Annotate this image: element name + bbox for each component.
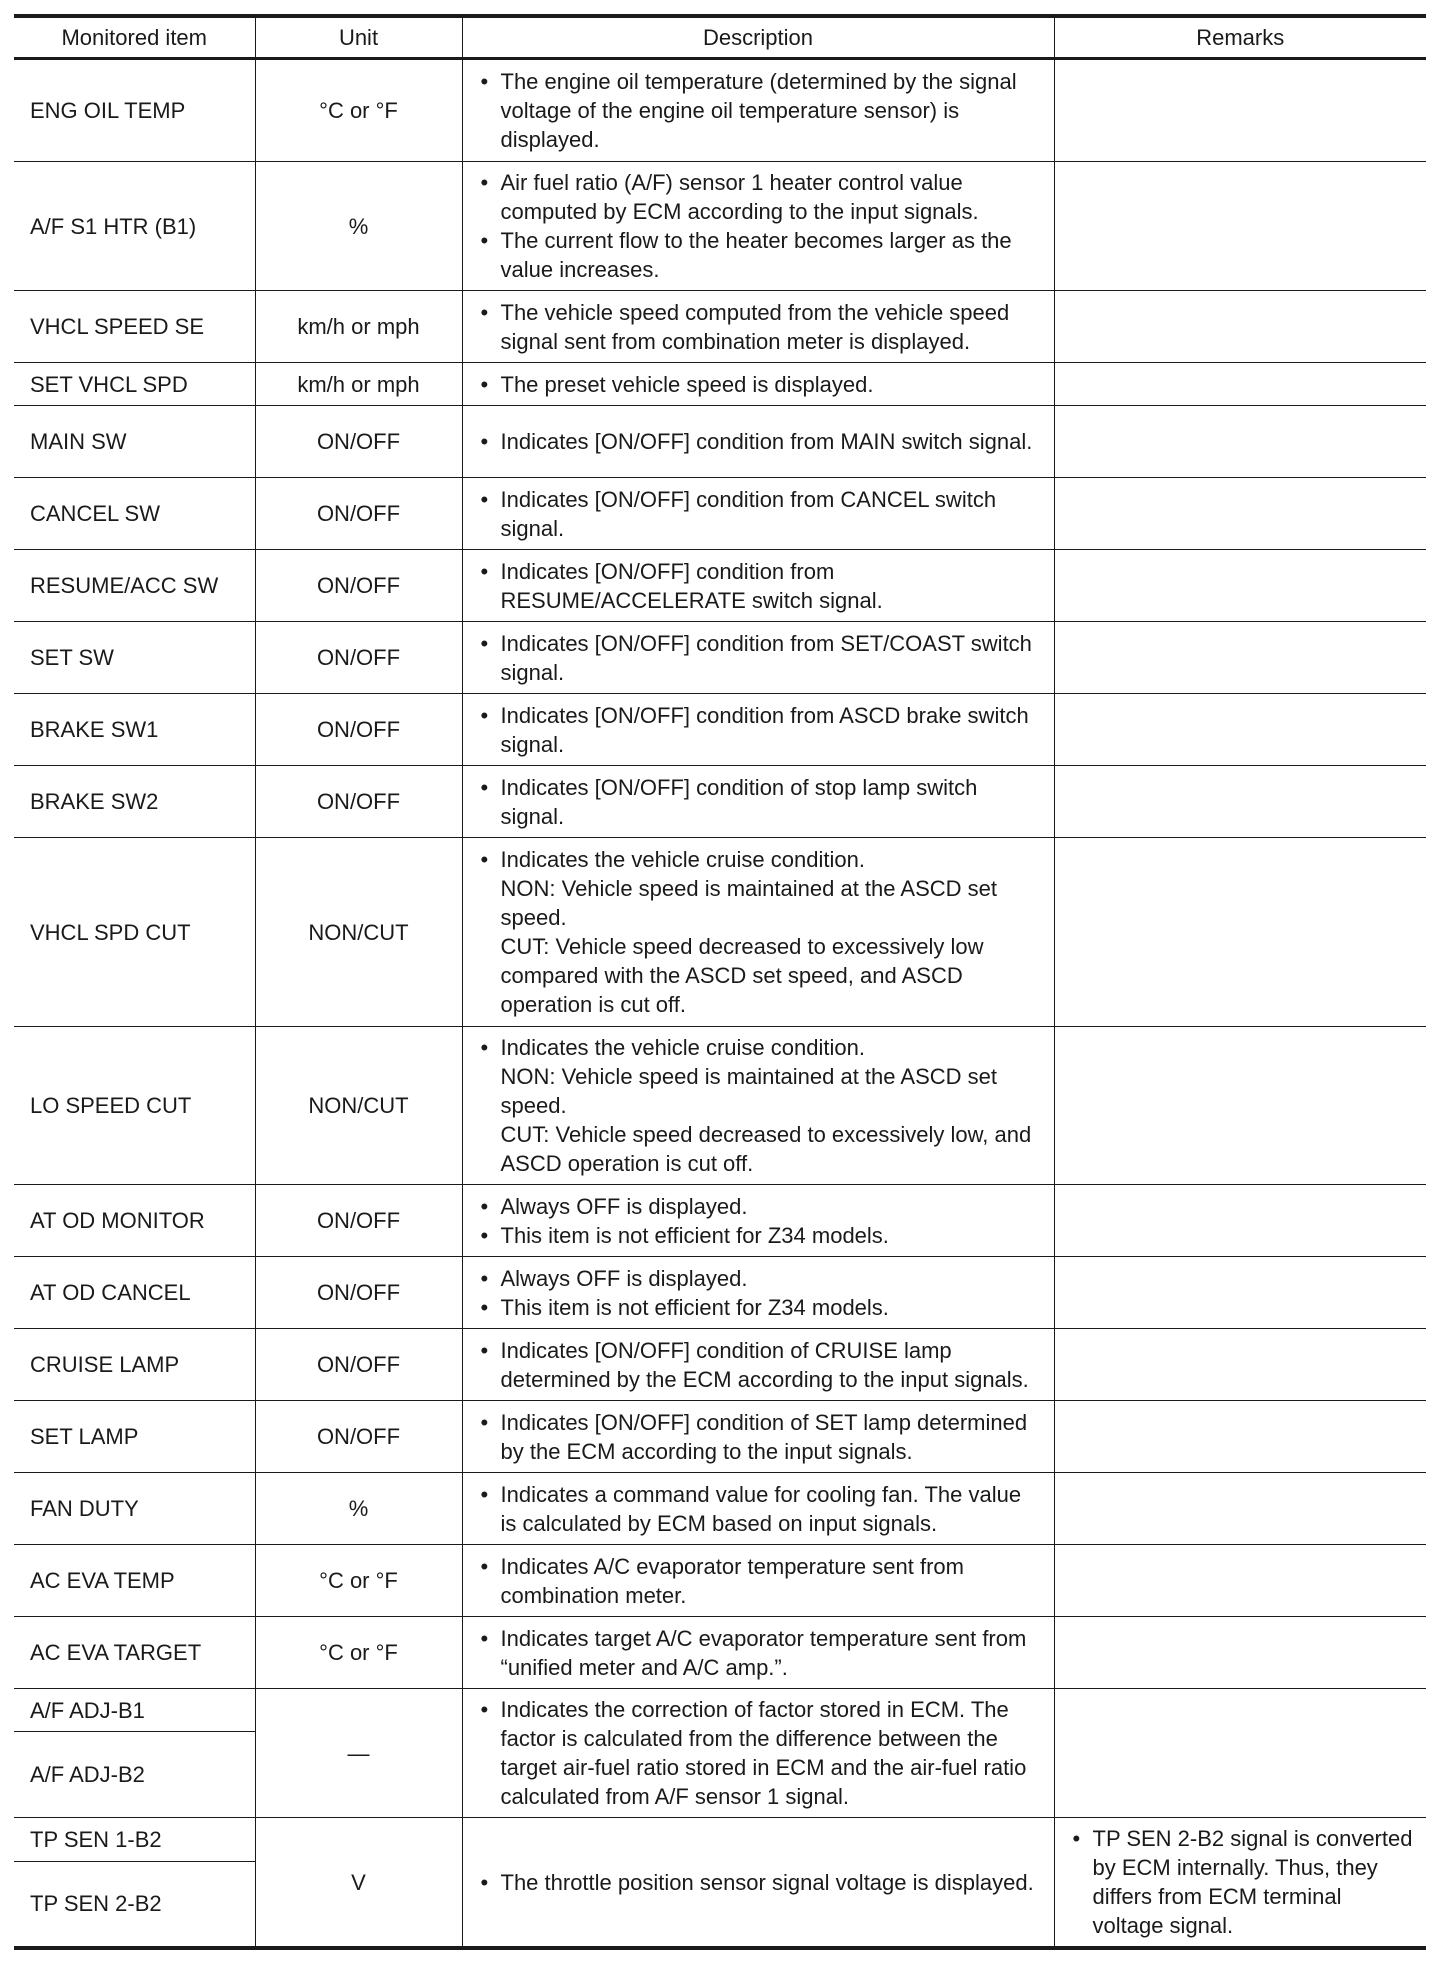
remark-bullet: • TP SEN 2-B2 signal is converted by ECM internally. Thus, they differs from ECM terminal voltage signal. — [1069, 1824, 1415, 1940]
table-row — [14, 1401, 1426, 1473]
description-bullet: • Always OFF is displayed. — [477, 1264, 1042, 1293]
description-bullet: • Indicates [ON/OFF] condition from RESUME/ACCELERATE switch signal. — [477, 557, 1042, 615]
unit-cell: NON/CUT — [255, 838, 462, 1027]
unit-cell: km/h or mph — [255, 291, 462, 363]
table-header-row — [14, 16, 1426, 59]
remarks-cell — [1054, 478, 1426, 550]
description-bullet: • Indicates [ON/OFF] condition from ASCD brake switch signal. — [477, 701, 1042, 759]
description-cell — [462, 694, 1054, 766]
unit-cell: V — [255, 1818, 462, 1949]
description-bullet: • Always OFF is displayed. — [477, 1192, 1042, 1221]
unit-cell: % — [255, 162, 462, 291]
table-row — [14, 478, 1426, 550]
description-cell — [462, 363, 1054, 406]
description-cell — [462, 406, 1054, 478]
remarks-cell — [1054, 363, 1426, 406]
monitored-item: CANCEL SW — [14, 478, 255, 550]
header-remarks: Remarks — [1054, 16, 1426, 59]
monitored-item: RESUME/ACC SW — [14, 550, 255, 622]
description-bullet: • Indicates [ON/OFF] condition from SET/COAST switch signal. — [477, 629, 1042, 687]
remarks-cell — [1054, 406, 1426, 478]
unit-cell: ON/OFF — [255, 1185, 462, 1257]
description-cell — [462, 478, 1054, 550]
description-bullet: • This item is not efficient for Z34 models. — [477, 1293, 1042, 1322]
remarks-cell — [1054, 1027, 1426, 1185]
description-bullet: • Indicates [ON/OFF] condition of SET lamp determined by the ECM according to the input signals. — [477, 1408, 1042, 1466]
description-bullet: • The throttle position sensor signal voltage is displayed. — [477, 1868, 1042, 1897]
monitored-item: BRAKE SW2 — [14, 766, 255, 838]
table-row — [14, 622, 1426, 694]
remarks-cell — [1054, 1185, 1426, 1257]
monitored-item: AC EVA TEMP — [14, 1545, 255, 1617]
description-continuation: NON: Vehicle speed is maintained at the ASCD set speed. — [500, 1064, 997, 1118]
table-row — [14, 1329, 1426, 1401]
remarks-cell — [1054, 622, 1426, 694]
remarks-cell — [1054, 694, 1426, 766]
monitored-item: MAIN SW — [14, 406, 255, 478]
description-cell — [462, 1185, 1054, 1257]
monitored-item: LO SPEED CUT — [14, 1027, 255, 1185]
table-row — [14, 406, 1426, 478]
remarks-cell — [1054, 291, 1426, 363]
monitored-item: TP SEN 1-B2 — [14, 1818, 255, 1862]
monitored-item: VHCL SPEED SE — [14, 291, 255, 363]
description-bullet: • Indicates [ON/OFF] condition of stop lamp switch signal. — [477, 773, 1042, 831]
table-row — [14, 1027, 1426, 1185]
description-continuation: NON: Vehicle speed is maintained at the ASCD set speed. — [500, 876, 997, 930]
description-continuation: CUT: Vehicle speed decreased to excessively low compared with the ASCD set speed, and ASCD operation is cut off. — [500, 934, 984, 1017]
unit-cell: °C or °F — [255, 59, 462, 162]
description-bullet: • Indicates the vehicle cruise condition. — [477, 1033, 1042, 1062]
table-row — [14, 550, 1426, 622]
description-bullet: • Indicates A/C evaporator temperature sent from combination meter. — [477, 1552, 1042, 1610]
remarks-cell — [1054, 1689, 1426, 1818]
description-bullet: • The preset vehicle speed is displayed. — [477, 370, 1042, 399]
unit-cell: NON/CUT — [255, 1027, 462, 1185]
remarks-cell — [1054, 838, 1426, 1027]
monitored-item: FAN DUTY — [14, 1473, 255, 1545]
description-bullet: • Air fuel ratio (A/F) sensor 1 heater control value computed by ECM according to the input signals. — [477, 168, 1042, 226]
remarks-cell — [1054, 59, 1426, 162]
description-cell — [462, 766, 1054, 838]
unit-cell: ON/OFF — [255, 1257, 462, 1329]
table-row — [14, 291, 1426, 363]
remarks-cell — [1054, 1329, 1426, 1401]
monitored-item: CRUISE LAMP — [14, 1329, 255, 1401]
remarks-cell — [1054, 162, 1426, 291]
unit-cell: % — [255, 1473, 462, 1545]
description-bullet: • The current flow to the heater becomes larger as the value increases. — [477, 226, 1042, 284]
description-cell — [462, 59, 1054, 162]
header-unit: Unit — [255, 16, 462, 59]
table-row — [14, 1473, 1426, 1545]
description-cell — [462, 1401, 1054, 1473]
monitored-item: A/F ADJ-B2 — [14, 1732, 255, 1818]
description-cell — [462, 1617, 1054, 1689]
remarks-cell — [1054, 1818, 1426, 1949]
description-bullet: • The engine oil temperature (determined by the signal voltage of the engine oil temperature sensor) is displayed. — [477, 67, 1042, 154]
remarks-cell — [1054, 1257, 1426, 1329]
remarks-cell — [1054, 550, 1426, 622]
remarks-cell — [1054, 1545, 1426, 1617]
unit-cell: — — [255, 1689, 462, 1818]
header-description: Description — [462, 16, 1054, 59]
description-bullet: • Indicates target A/C evaporator temperature sent from “unified meter and A/C amp.”. — [477, 1624, 1042, 1682]
table-row — [14, 1185, 1426, 1257]
description-bullet: • Indicates [ON/OFF] condition from CANCEL switch signal. — [477, 485, 1042, 543]
table-row — [14, 1689, 1426, 1732]
table-row — [14, 694, 1426, 766]
description-cell — [462, 162, 1054, 291]
description-cell — [462, 838, 1054, 1027]
description-cell — [462, 1027, 1054, 1185]
monitored-item: AC EVA TARGET — [14, 1617, 255, 1689]
description-continuation: CUT: Vehicle speed decreased to excessively low, and ASCD operation is cut off. — [500, 1122, 1032, 1176]
table-row — [14, 1545, 1426, 1617]
monitored-item: SET LAMP — [14, 1401, 255, 1473]
description-cell — [462, 1329, 1054, 1401]
table-body — [14, 59, 1426, 1949]
remarks-cell — [1054, 1617, 1426, 1689]
description-bullet: • Indicates [ON/OFF] condition of CRUISE lamp determined by the ECM according to the input signals. — [477, 1336, 1042, 1394]
monitored-item: SET VHCL SPD — [14, 363, 255, 406]
description-cell — [462, 1473, 1054, 1545]
unit-cell: ON/OFF — [255, 694, 462, 766]
table-row — [14, 1257, 1426, 1329]
description-bullet: • The vehicle speed computed from the vehicle speed signal sent from combination meter is displayed. — [477, 298, 1042, 356]
monitored-item: SET SW — [14, 622, 255, 694]
table-row — [14, 838, 1426, 1027]
remarks-cell — [1054, 1401, 1426, 1473]
unit-cell: ON/OFF — [255, 1401, 462, 1473]
table-row — [14, 1617, 1426, 1689]
description-cell — [462, 1689, 1054, 1818]
table-row — [14, 1818, 1426, 1862]
monitored-item: TP SEN 2-B2 — [14, 1861, 255, 1948]
table-row — [14, 363, 1426, 406]
description-cell — [462, 622, 1054, 694]
description-cell — [462, 291, 1054, 363]
remarks-cell — [1054, 766, 1426, 838]
monitored-item: A/F S1 HTR (B1) — [14, 162, 255, 291]
unit-cell: km/h or mph — [255, 363, 462, 406]
monitored-item: ENG OIL TEMP — [14, 59, 255, 162]
unit-cell: ON/OFF — [255, 550, 462, 622]
unit-cell: °C or °F — [255, 1545, 462, 1617]
remarks-cell — [1054, 1473, 1426, 1545]
table-row — [14, 162, 1426, 291]
monitored-item: A/F ADJ-B1 — [14, 1689, 255, 1732]
header-monitored-item: Monitored item — [14, 16, 255, 59]
monitor-item-table — [14, 14, 1426, 1950]
unit-cell: ON/OFF — [255, 1329, 462, 1401]
description-bullet: • Indicates a command value for cooling fan. The value is calculated by ECM based on input signals. — [477, 1480, 1042, 1538]
description-bullet: • Indicates the vehicle cruise condition. — [477, 845, 1042, 874]
description-cell — [462, 1257, 1054, 1329]
monitored-item: VHCL SPD CUT — [14, 838, 255, 1027]
monitored-item: AT OD MONITOR — [14, 1185, 255, 1257]
unit-cell: ON/OFF — [255, 478, 462, 550]
description-cell — [462, 1545, 1054, 1617]
table-row — [14, 766, 1426, 838]
description-bullet: • Indicates the correction of factor stored in ECM. The factor is calculated from the difference between the target air-fuel ratio stored in ECM and the air-fuel ratio calculated from A/F sensor 1 signal. — [477, 1695, 1042, 1811]
monitored-item: AT OD CANCEL — [14, 1257, 255, 1329]
unit-cell: ON/OFF — [255, 406, 462, 478]
description-bullet: • Indicates [ON/OFF] condition from MAIN switch signal. — [477, 427, 1042, 456]
unit-cell: °C or °F — [255, 1617, 462, 1689]
description-cell — [462, 1818, 1054, 1949]
unit-cell: ON/OFF — [255, 622, 462, 694]
description-cell — [462, 550, 1054, 622]
description-bullet: • This item is not efficient for Z34 models. — [477, 1221, 1042, 1250]
monitored-item: BRAKE SW1 — [14, 694, 255, 766]
table-row — [14, 59, 1426, 162]
unit-cell: ON/OFF — [255, 766, 462, 838]
